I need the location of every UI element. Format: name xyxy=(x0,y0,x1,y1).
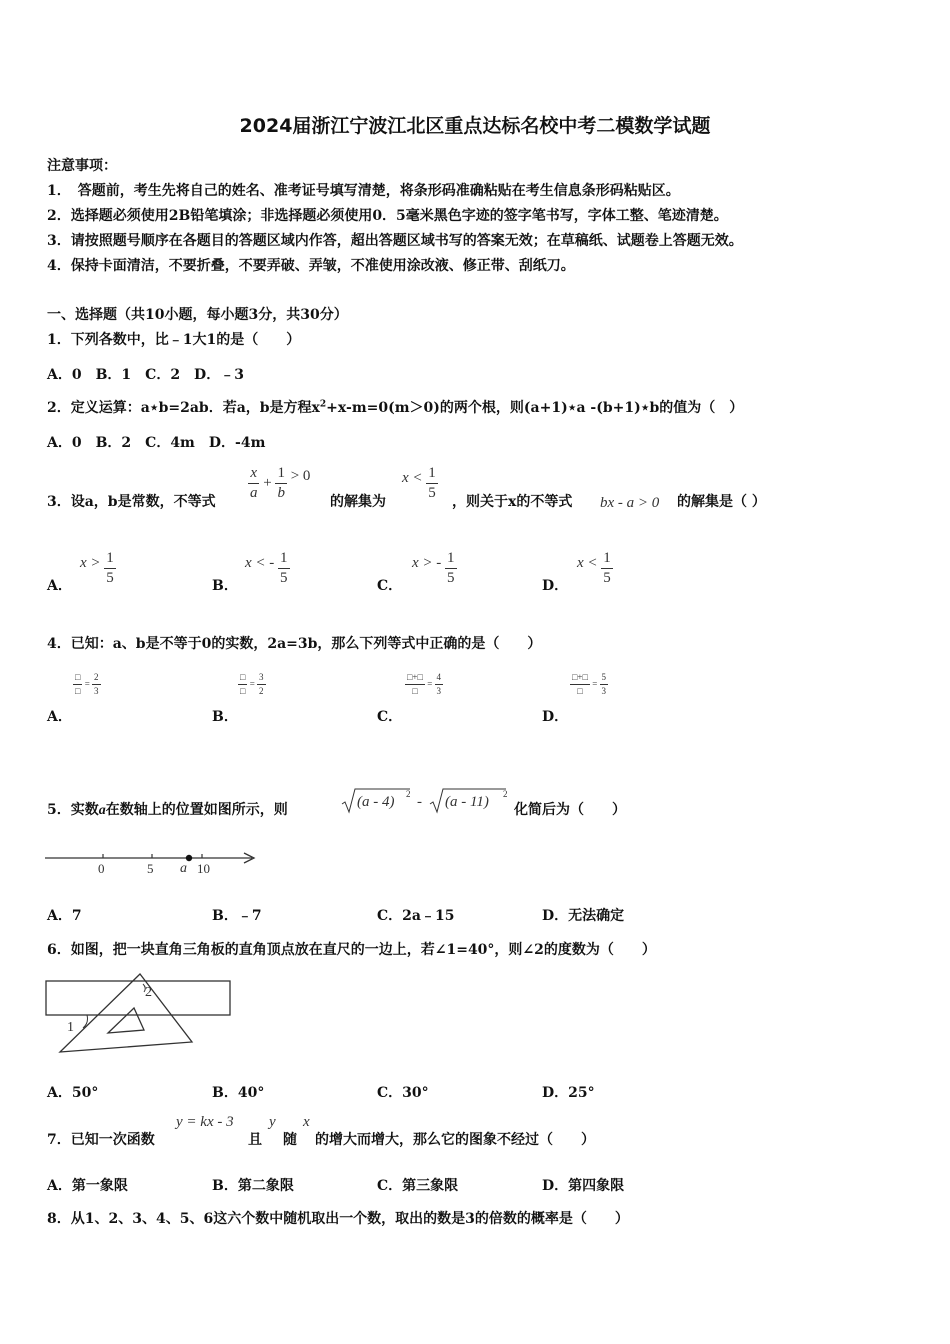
axis-label-0: 0 xyxy=(98,861,105,876)
q4-option-a-num: □ xyxy=(73,673,82,685)
q1-options: A．0 B．1 C．2 D．﹣3 xyxy=(47,367,244,383)
q4-option-a-rnum: 2 xyxy=(94,672,99,682)
q3-ineq3-text: bx - a > 0 xyxy=(600,495,660,511)
q4-option-c-rden: 3 xyxy=(436,686,442,696)
axis-label-a: a xyxy=(180,861,187,876)
q6-option-c: C．30° xyxy=(377,1085,429,1101)
note-item-2: 2．选择题必须使用2B铅笔填涂；非选择题必须使用0．5毫米黑色字迹的签字笔书写，字体工整、笔迹清楚。 xyxy=(47,208,728,224)
q3-option-b-num: 1 xyxy=(278,551,290,569)
q2-stem-part-a: 2．定义运算：a⋆b=2ab．若a，b是方程x xyxy=(47,400,320,416)
q5-expr1: (a - 4) xyxy=(357,794,395,810)
q3-option-a-lhs: x > xyxy=(80,555,101,571)
q2-stem-part-b: +x-m=0(m＞0)的两个根，则(a+1)⋆a -(b+1)⋆b的值为（ ） xyxy=(326,400,744,416)
section-heading: 一、选择题（共10小题，每小题3分，共30分） xyxy=(47,307,348,323)
q4-option-b-den: □ xyxy=(240,686,246,696)
q3-ineq2-num: 1 xyxy=(426,466,438,484)
q5-option-a: A．7 xyxy=(47,908,82,924)
note-item-4: 4．保持卡面清洁，不要折叠，不要弄破、弄皱，不准使用涂改液、修正带、刮纸刀。 xyxy=(47,258,575,274)
q4-option-b-math: $\frac{□}{□}$ = $\frac{3}{2}$ xyxy=(240,672,264,696)
q4-option-c-math: $\frac{□+□}{□}$ = $\frac{4}{3}$ xyxy=(407,672,442,696)
q5-exp2: 2 xyxy=(503,789,508,799)
q6-option-b: B．40° xyxy=(212,1085,265,1101)
q3-option-c-lhs: x > - xyxy=(412,555,442,571)
q3-ineq1-rel: > 0 xyxy=(290,468,311,484)
q3-option-b-den: 5 xyxy=(280,570,288,586)
q3-ineq1-x: x xyxy=(250,465,258,481)
q4-option-c-rnum: 4 xyxy=(436,672,442,682)
q3-stem-c: ，则关于x的不等式 xyxy=(452,494,573,510)
q5-exp1: 2 xyxy=(406,789,411,799)
q6-stem: 6．如图，把一块直角三角板的直角顶点放在直尺的一边上，若∠1=40°，则∠2的度数为（ ） xyxy=(47,942,656,958)
q3-option-a-num: 1 xyxy=(104,551,116,569)
q3-ineq1-b: b xyxy=(277,485,285,501)
q1-stem: 1．下列各数中，比﹣1大1的是（ ） xyxy=(47,332,301,348)
q5-option-c: C．2a﹣15 xyxy=(377,908,455,924)
q4-option-c-den: □ xyxy=(412,686,418,696)
axis-label-10: 10 xyxy=(197,861,210,876)
q3-option-a-math xyxy=(80,551,116,586)
q4-option-b-rnum: 3 xyxy=(259,672,264,682)
q4-option-d-num: □+□ xyxy=(570,673,590,685)
q4-option-d-rden: 3 xyxy=(601,686,607,696)
q3-option-d-math xyxy=(577,551,613,586)
q7-var-x xyxy=(303,1114,310,1131)
q3-option-b-label: B． xyxy=(212,578,238,594)
q2-options: A．0 B．2 C．4m D．-4m xyxy=(47,435,266,451)
q7-stem-a: 7．已知一次函数 xyxy=(47,1132,155,1148)
q3-option-d-den: 5 xyxy=(603,570,611,586)
q3-option-c-num: 1 xyxy=(445,551,457,569)
q5-stem-a xyxy=(47,799,288,819)
q4-option-a-rden: 3 xyxy=(94,686,99,696)
q4-option-a-label: A． xyxy=(47,709,72,725)
q3-option-c-math xyxy=(412,551,457,586)
q7-option-d: D．第四象限 xyxy=(542,1178,625,1194)
number-line xyxy=(40,845,265,880)
q5-radical-svg xyxy=(340,786,512,816)
q3-ineq1-plus: + xyxy=(263,474,272,491)
q5-expr2: (a - 11) xyxy=(445,794,489,810)
q4-option-c-num: □+□ xyxy=(405,673,425,685)
q7-stem-b: 且 xyxy=(248,1132,262,1148)
q4-option-b-rden: 2 xyxy=(259,686,264,696)
q3-option-d-lhs: x < xyxy=(577,555,598,571)
q5-minus: - xyxy=(417,794,422,810)
q3-stem-d: 的解集是（ ） xyxy=(677,494,766,510)
q3-option-a-den: 5 xyxy=(106,570,114,586)
q7-option-c: C．第三象限 xyxy=(377,1178,459,1194)
angle-label-2: 2 xyxy=(145,985,152,1000)
q3-option-b-math xyxy=(245,551,290,586)
note-item-3: 3．请按照题号顺序在各题目的答题区域内作答，超出答题区域书写的答案无效；在草稿纸、试题卷上答题无效。 xyxy=(47,233,743,249)
notes-heading: 注意事项： xyxy=(47,158,117,174)
q3-option-a-label: A． xyxy=(47,578,72,594)
q3-inequality-3 xyxy=(600,495,659,512)
axis-label-5: 5 xyxy=(147,861,154,876)
q7-option-a: A．第一象限 xyxy=(47,1178,128,1194)
q7-var-y xyxy=(269,1114,276,1131)
q5-option-b: B．﹣7 xyxy=(212,908,262,924)
q2-exponent: 2 xyxy=(319,399,327,410)
q7-var-x-text: x xyxy=(303,1114,310,1130)
q4-option-b-label: B． xyxy=(212,709,238,725)
q4-option-c-label: C． xyxy=(377,709,403,725)
q7-equation xyxy=(176,1114,234,1131)
q3-stem-b: 的解集为 xyxy=(330,494,386,510)
q8-stem: 8．从1、2、3、4、5、6这六个数中随机取出一个数，取出的数是3的倍数的概率是（ ） xyxy=(47,1211,629,1227)
q3-ineq1-a: a xyxy=(250,485,258,501)
q7-var-y-text: y xyxy=(269,1114,276,1130)
q3-option-c-den: 5 xyxy=(447,570,455,586)
q5-option-d: D．无法确定 xyxy=(542,908,625,924)
q3-ineq1-one: 1 xyxy=(275,466,287,484)
q5-stem-c: 化简后为（ ） xyxy=(514,802,626,818)
q3-ineq2-den: 5 xyxy=(428,485,436,501)
q3-option-b-lhs: x < - xyxy=(245,555,275,571)
q4-option-a-math: $\frac{□}{□}$ = $\frac{2}{3}$ xyxy=(75,672,99,696)
q4-option-d-math: $\frac{□+□}{□}$ = $\frac{5}{3}$ xyxy=(572,672,607,696)
q3-stem-a: 3．设a，b是常数，不等式 xyxy=(47,494,216,510)
note-item-1: 1． 答题前，考生先将自己的姓名、准考证号填写清楚，将条形码准确粘贴在考生信息条形码粘贴区。 xyxy=(47,183,680,199)
q6-option-d: D．25° xyxy=(542,1085,595,1101)
q5-radical-expression xyxy=(340,786,512,816)
q7-stem-c: 随 xyxy=(283,1132,297,1148)
q2-stem xyxy=(47,397,743,417)
q4-stem: 4．已知：a、b是不等于0的实数，2a=3b，那么下列等式中正确的是（ ） xyxy=(47,636,542,652)
q7-stem-d: 的增大而增大，那么它的图象不经过（ ） xyxy=(315,1132,595,1148)
angle-label-1: 1 xyxy=(67,1020,74,1035)
q3-option-c-label: C． xyxy=(377,578,403,594)
q4-option-a-den: □ xyxy=(75,686,81,696)
q4-option-d-den: □ xyxy=(577,686,583,696)
q7-equation-text: y = kx - 3 xyxy=(176,1114,234,1130)
q3-option-d-label: D． xyxy=(542,578,569,594)
q4-option-b-num: □ xyxy=(238,673,247,685)
q5-stem-a-text: 5．实数 xyxy=(47,802,99,818)
q3-inequality-2 xyxy=(402,466,438,501)
q5-var-a: a xyxy=(98,803,106,818)
q3-inequality-1 xyxy=(248,466,310,501)
ruler-triangle-figure xyxy=(40,972,240,1060)
q5-stem-b-text: 在数轴上的位置如图所示，则 xyxy=(105,802,288,818)
q4-option-d-rnum: 5 xyxy=(601,672,607,682)
q7-option-b: B．第二象限 xyxy=(212,1178,294,1194)
triangle-outer xyxy=(60,974,192,1052)
q4-option-d-label: D． xyxy=(542,709,569,725)
q3-option-d-num: 1 xyxy=(601,551,613,569)
page-title: 2024届浙江宁波江北区重点达标名校中考二模数学试题 xyxy=(239,115,711,137)
q6-option-a: A．50° xyxy=(47,1085,99,1101)
q3-ineq2-lhs: x < xyxy=(402,470,423,486)
